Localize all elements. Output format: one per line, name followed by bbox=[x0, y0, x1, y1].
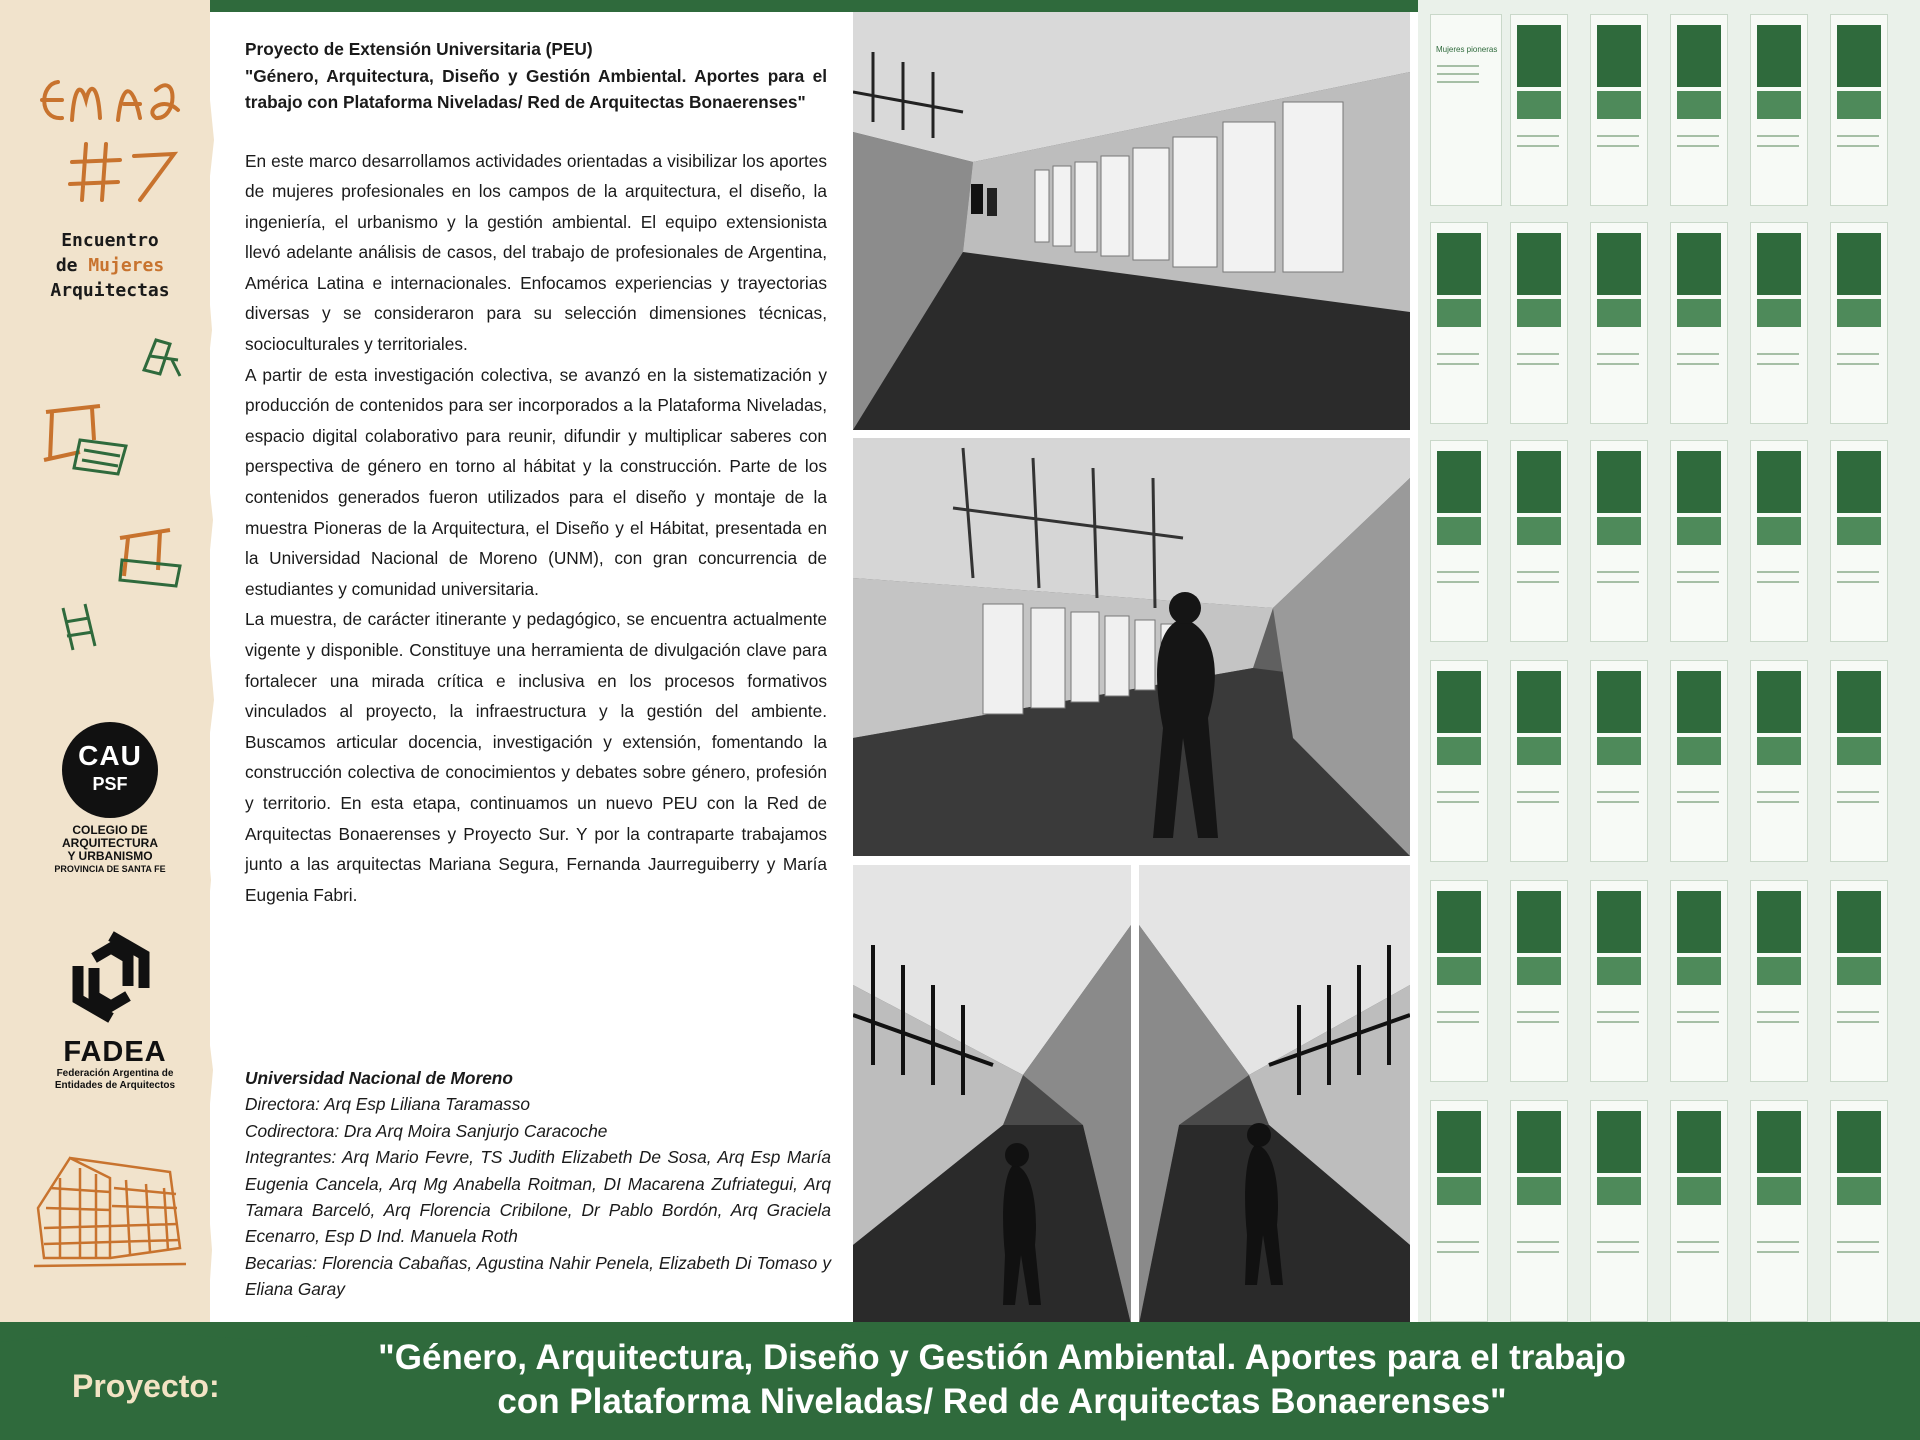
corridor-photo-4 bbox=[1139, 865, 1410, 1324]
portrait-image bbox=[1517, 233, 1561, 295]
text-line bbox=[1437, 73, 1479, 75]
portrait-image bbox=[1837, 671, 1881, 733]
text-line bbox=[1437, 1021, 1479, 1023]
exhibit-panel bbox=[1430, 880, 1488, 1082]
text-line bbox=[1597, 1021, 1639, 1023]
spacer bbox=[245, 116, 827, 146]
portrait-image bbox=[1437, 451, 1481, 513]
text-line bbox=[1437, 1241, 1479, 1243]
exhibit-panel bbox=[1590, 1100, 1648, 1322]
work-image bbox=[1837, 957, 1881, 985]
work-image bbox=[1677, 517, 1721, 545]
fadea-sub-line-2: Entidades de Arquitectos bbox=[54, 1080, 176, 1091]
text-line bbox=[1517, 1011, 1559, 1013]
portrait-image bbox=[1677, 451, 1721, 513]
work-image bbox=[1757, 517, 1801, 545]
exhibit-panel bbox=[1830, 880, 1888, 1082]
text-line bbox=[1757, 581, 1799, 583]
fadea-sub-line-1: Federación Argentina de bbox=[56, 1068, 174, 1079]
text-line bbox=[1597, 353, 1639, 355]
work-image bbox=[1517, 91, 1561, 119]
exhibit-panel bbox=[1510, 1100, 1568, 1322]
portrait-image bbox=[1597, 671, 1641, 733]
footer-label: Proyecto: bbox=[72, 1368, 220, 1404]
text-line bbox=[1757, 353, 1799, 355]
event-name bbox=[20, 228, 200, 303]
text-line bbox=[1677, 1251, 1719, 1253]
work-image bbox=[1517, 737, 1561, 765]
text-line bbox=[1597, 1241, 1639, 1243]
exhibit-panel bbox=[1750, 222, 1808, 424]
work-image bbox=[1517, 1177, 1561, 1205]
work-image bbox=[1597, 737, 1641, 765]
fadea-logo-icon bbox=[70, 928, 152, 1026]
text-line bbox=[1757, 135, 1799, 137]
text-line bbox=[1837, 145, 1879, 147]
text-line bbox=[1677, 801, 1719, 803]
exhibit-panel bbox=[1670, 880, 1728, 1082]
work-image bbox=[1437, 737, 1481, 765]
text-line bbox=[1437, 581, 1479, 583]
work-image bbox=[1677, 957, 1721, 985]
portrait-image bbox=[1597, 25, 1641, 87]
text-line bbox=[1437, 81, 1479, 83]
text-line bbox=[1837, 791, 1879, 793]
portrait-image bbox=[1517, 891, 1561, 953]
house-sketch-icon bbox=[30, 1148, 190, 1278]
exhibit-panel bbox=[1670, 440, 1728, 642]
text-line bbox=[1677, 1011, 1719, 1013]
text-line bbox=[1677, 363, 1719, 365]
text-line bbox=[1677, 1241, 1719, 1243]
portrait-image bbox=[1517, 25, 1561, 87]
exhibit-panel bbox=[1830, 660, 1888, 862]
exhibit-panel bbox=[1590, 660, 1648, 862]
text-line bbox=[1437, 1011, 1479, 1013]
text-line bbox=[1837, 135, 1879, 137]
event-line-1: Encuentro bbox=[61, 230, 159, 251]
exhibit-panel bbox=[1670, 14, 1728, 206]
portrait-image bbox=[1757, 451, 1801, 513]
exhibit-panel bbox=[1750, 440, 1808, 642]
text-line bbox=[1437, 791, 1479, 793]
text-line bbox=[1597, 1251, 1639, 1253]
work-image bbox=[1597, 957, 1641, 985]
exhibit-panel bbox=[1510, 880, 1568, 1082]
portrait-image bbox=[1437, 233, 1481, 295]
event-line-2-prefix: de bbox=[55, 255, 89, 276]
exhibit-panel bbox=[1590, 880, 1648, 1082]
work-image bbox=[1837, 91, 1881, 119]
text-line bbox=[1597, 801, 1639, 803]
text-line bbox=[1597, 1011, 1639, 1013]
work-image bbox=[1757, 91, 1801, 119]
text-line bbox=[1757, 145, 1799, 147]
work-image bbox=[1757, 1177, 1801, 1205]
exhibit-panel bbox=[1510, 660, 1568, 862]
event-line-3: Arquitectas bbox=[50, 280, 170, 301]
text-line bbox=[1597, 571, 1639, 573]
chair-sketch-icon bbox=[136, 330, 186, 380]
event-highlight: Mujeres bbox=[88, 255, 165, 276]
work-image bbox=[1757, 737, 1801, 765]
text-line bbox=[1597, 791, 1639, 793]
exhibit-panel bbox=[1830, 440, 1888, 642]
work-image bbox=[1677, 1177, 1721, 1205]
ema-logo bbox=[28, 60, 198, 210]
text-line bbox=[1437, 801, 1479, 803]
text-line bbox=[1597, 581, 1639, 583]
text-line bbox=[1837, 1241, 1879, 1243]
text-line bbox=[1517, 363, 1559, 365]
footer-title-line-2: con Plataforma Niveladas/ Red de Arquitectas Bonaerenses" bbox=[497, 1382, 1507, 1421]
stool-sketch-icon bbox=[110, 510, 190, 590]
text-line bbox=[1437, 65, 1479, 67]
portrait-image bbox=[1437, 891, 1481, 953]
cau-logo-top: CAU bbox=[78, 740, 142, 771]
portrait-image bbox=[1757, 671, 1801, 733]
portrait-image bbox=[1437, 1111, 1481, 1173]
text-line bbox=[1517, 135, 1559, 137]
portrait-image bbox=[1757, 1111, 1801, 1173]
portrait-image bbox=[1597, 233, 1641, 295]
paragraph-2: A partir de esta investigación colectiva, se avanzó en la sistematización y producción de contenidos para ser incorporados a la Plataforma Niveladas, espacio digital colaborativo para reunir, difundir y multiplicar saberes con perspectiva de género en torno al hábitat y la construcción. Parte de los contenidos generados fueron utilizados para el diseño y montaje de la muestra Pioneras de la Arquitectura, el Diseño y el Hábitat, presentada en la Universidad Nacional de Moreno (UNM), con gran concurrencia de estudiantes y comunidad universitaria. bbox=[245, 364, 827, 599]
work-image bbox=[1677, 299, 1721, 327]
exhibit-panels-grid bbox=[1418, 0, 1920, 1332]
text-line bbox=[1757, 363, 1799, 365]
portrait-image bbox=[1677, 671, 1721, 733]
credits-block bbox=[245, 1065, 831, 1303]
text-line bbox=[1837, 1021, 1879, 1023]
work-image bbox=[1677, 737, 1721, 765]
text-line bbox=[1517, 1251, 1559, 1253]
text-line bbox=[1437, 363, 1479, 365]
cau-name-line-4: PROVINCIA DE SANTA FE bbox=[54, 864, 166, 874]
corridor-photo-3 bbox=[853, 865, 1131, 1324]
cau-logo-bottom: PSF bbox=[92, 774, 128, 794]
text-line bbox=[1677, 1021, 1719, 1023]
text-line bbox=[1837, 1251, 1879, 1253]
portrait-image bbox=[1757, 891, 1801, 953]
work-image bbox=[1597, 517, 1641, 545]
portrait-image bbox=[1597, 1111, 1641, 1173]
portrait-image bbox=[1837, 233, 1881, 295]
text-line bbox=[1757, 1241, 1799, 1243]
text-line bbox=[1677, 571, 1719, 573]
credits-institution: Universidad Nacional de Moreno bbox=[245, 1068, 513, 1088]
text-line bbox=[1837, 353, 1879, 355]
text-line bbox=[1517, 791, 1559, 793]
text-line bbox=[1837, 363, 1879, 365]
exhibit-panel bbox=[1670, 222, 1728, 424]
work-image bbox=[1517, 517, 1561, 545]
fadea-name: FADEA bbox=[63, 1036, 167, 1068]
corridor-photo-1 bbox=[853, 12, 1410, 430]
portrait-image bbox=[1517, 1111, 1561, 1173]
text-line bbox=[1757, 1251, 1799, 1253]
fadea-subtitle bbox=[30, 1068, 200, 1092]
portrait-image bbox=[1757, 25, 1801, 87]
exhibit-panel bbox=[1510, 440, 1568, 642]
portrait-image bbox=[1757, 233, 1801, 295]
portrait-image bbox=[1517, 671, 1561, 733]
torn-paper-edge bbox=[196, 0, 226, 1340]
footer-title bbox=[262, 1336, 1742, 1424]
portrait-image bbox=[1837, 1111, 1881, 1173]
cau-name bbox=[30, 824, 190, 876]
text-line bbox=[1677, 135, 1719, 137]
paragraph-3: La muestra, de carácter itinerante y pedagógico, se encuentra actualmente vigente y disponible. Constituye una herramienta de divulgación clave para fortalecer una mirada crítica e inclusiva en los procesos formativos vinculados al proyecto, la infraestructura y la gestión del ambiente. Buscamos articular docencia, investigación y extensión, fomentando la construcción colectiva de conocimientos y debates sobre género, profesión y territorio. En esta etapa, continuamos un nuevo PEU con la Red de Arquitectas Bonaerenses y Proyecto Sur. Y por la contraparte trabajamos junto a las arquitectas Mariana Segura, Fernanda Jaurreguiberry y María Eugenia Fabri. bbox=[245, 609, 827, 905]
work-image bbox=[1837, 737, 1881, 765]
cau-name-line-2: ARQUITECTURA bbox=[62, 836, 158, 850]
text-line bbox=[1517, 801, 1559, 803]
text-line bbox=[1597, 135, 1639, 137]
work-image bbox=[1517, 957, 1561, 985]
work-image bbox=[1837, 1177, 1881, 1205]
exhibit-panel bbox=[1830, 222, 1888, 424]
chair-small-icon bbox=[55, 600, 105, 660]
exhibit-panel bbox=[1750, 1100, 1808, 1322]
work-image bbox=[1437, 1177, 1481, 1205]
exhibit-panel bbox=[1510, 222, 1568, 424]
credits-director: Directora: Arq Esp Liliana Taramasso bbox=[245, 1094, 530, 1115]
portrait-image bbox=[1677, 233, 1721, 295]
exhibit-title: Mujeres pioneras bbox=[1436, 45, 1498, 54]
cau-logo bbox=[62, 722, 158, 818]
cau-name-line-3: Y URBANISMO bbox=[67, 849, 153, 863]
exhibit-panel bbox=[1670, 660, 1728, 862]
text-line bbox=[1757, 1011, 1799, 1013]
text-line bbox=[1517, 571, 1559, 573]
exhibit-panel bbox=[1590, 222, 1648, 424]
description-column bbox=[245, 36, 827, 910]
credits-members: Integrantes: Arq Mario Fevre, TS Judith Elizabeth De Sosa, Arq Esp María Eugenia Cancela, Arq Mg Anabella Roitman, DI Macarena Zufriategui, Arq Tamara Barceló, Arq Florencia Cribilone, Dr Pablo Bordón, Arq Graciela Ecenarro, Esp D Ind. Manuela Roth bbox=[245, 1147, 831, 1247]
exhibit-panel bbox=[1430, 440, 1488, 642]
text-line bbox=[1757, 571, 1799, 573]
text-line bbox=[1597, 145, 1639, 147]
portrait-image bbox=[1837, 25, 1881, 87]
credits-fellows: Becarias: Florencia Cabañas, Agustina Nahir Penela, Elizabeth Di Tomaso y Eliana Garay bbox=[245, 1252, 831, 1300]
text-line bbox=[1837, 581, 1879, 583]
portrait-image bbox=[1597, 451, 1641, 513]
portrait-image bbox=[1677, 891, 1721, 953]
exhibit-panel bbox=[1430, 1100, 1488, 1322]
text-line bbox=[1677, 791, 1719, 793]
work-image bbox=[1597, 299, 1641, 327]
event-line-2 bbox=[20, 253, 200, 278]
exhibit-panel bbox=[1750, 660, 1808, 862]
portrait-image bbox=[1677, 1111, 1721, 1173]
work-image bbox=[1437, 957, 1481, 985]
paragraph-1: En este marco desarrollamos actividades orientadas a visibilizar los aportes de mujeres profesionales en los campos de la arquitectura, el diseño, la ingeniería, el urbanismo y la gestión ambiental. El equipo extensionista llevó adelante análisis de casos, del trabajo de profesionales de Argentina, América Latina e internacionales. Enfocamos experiencias y trayectorias diversas y se consideraron para su selección dimensiones técnicas, socioculturales y territoriales. bbox=[245, 150, 827, 355]
text-line bbox=[1837, 571, 1879, 573]
exhibit-panel bbox=[1830, 1100, 1888, 1322]
exhibit-panel bbox=[1750, 14, 1808, 206]
exhibit-panel bbox=[1430, 660, 1488, 862]
work-image bbox=[1517, 299, 1561, 327]
text-line bbox=[1437, 571, 1479, 573]
work-image bbox=[1597, 91, 1641, 119]
text-line bbox=[1677, 581, 1719, 583]
text-line bbox=[1517, 1021, 1559, 1023]
work-image bbox=[1677, 91, 1721, 119]
credits-codirector: Codirectora: Dra Arq Moira Sanjurjo Caracoche bbox=[245, 1120, 608, 1141]
exhibit-panel bbox=[1590, 440, 1648, 642]
text-line bbox=[1757, 1021, 1799, 1023]
text-line bbox=[1837, 801, 1879, 803]
portrait-image bbox=[1837, 891, 1881, 953]
project-title: "Género, Arquitectura, Diseño y Gestión Ambiental. Aportes para el trabajo con Plataforma Niveladas/ Red de Arquitectas Bonaerenses" bbox=[245, 65, 827, 112]
exhibit-panel bbox=[1830, 14, 1888, 206]
work-image bbox=[1597, 1177, 1641, 1205]
work-image bbox=[1837, 299, 1881, 327]
exhibit-panel bbox=[1510, 14, 1568, 206]
project-heading: Proyecto de Extensión Universitaria (PEU) bbox=[245, 39, 593, 59]
portrait-image bbox=[1837, 451, 1881, 513]
text-line bbox=[1677, 353, 1719, 355]
table-sketch-icon bbox=[40, 400, 130, 480]
work-image bbox=[1757, 957, 1801, 985]
portrait-image bbox=[1437, 671, 1481, 733]
cau-name-line-1: COLEGIO DE bbox=[72, 823, 148, 837]
text-line bbox=[1597, 363, 1639, 365]
text-line bbox=[1517, 145, 1559, 147]
exhibit-panel bbox=[1750, 880, 1808, 1082]
text-line bbox=[1437, 1251, 1479, 1253]
portrait-image bbox=[1677, 25, 1721, 87]
work-image bbox=[1437, 299, 1481, 327]
exhibit-panel bbox=[1670, 1100, 1728, 1322]
work-image bbox=[1837, 517, 1881, 545]
text-line bbox=[1677, 145, 1719, 147]
work-image bbox=[1437, 517, 1481, 545]
portrait-image bbox=[1597, 891, 1641, 953]
footer-title-line-1: "Género, Arquitectura, Diseño y Gestión Ambiental. Aportes para el trabajo bbox=[378, 1338, 1626, 1377]
text-line bbox=[1757, 791, 1799, 793]
text-line bbox=[1517, 581, 1559, 583]
exhibit-title-panel bbox=[1430, 14, 1502, 206]
exhibit-panel bbox=[1430, 222, 1488, 424]
text-line bbox=[1837, 1011, 1879, 1013]
exhibit-panel bbox=[1590, 14, 1648, 206]
portrait-image bbox=[1517, 451, 1561, 513]
work-image bbox=[1757, 299, 1801, 327]
text-line bbox=[1437, 353, 1479, 355]
text-line bbox=[1517, 1241, 1559, 1243]
corridor-photo-2 bbox=[853, 438, 1410, 856]
text-line bbox=[1757, 801, 1799, 803]
text-line bbox=[1517, 353, 1559, 355]
